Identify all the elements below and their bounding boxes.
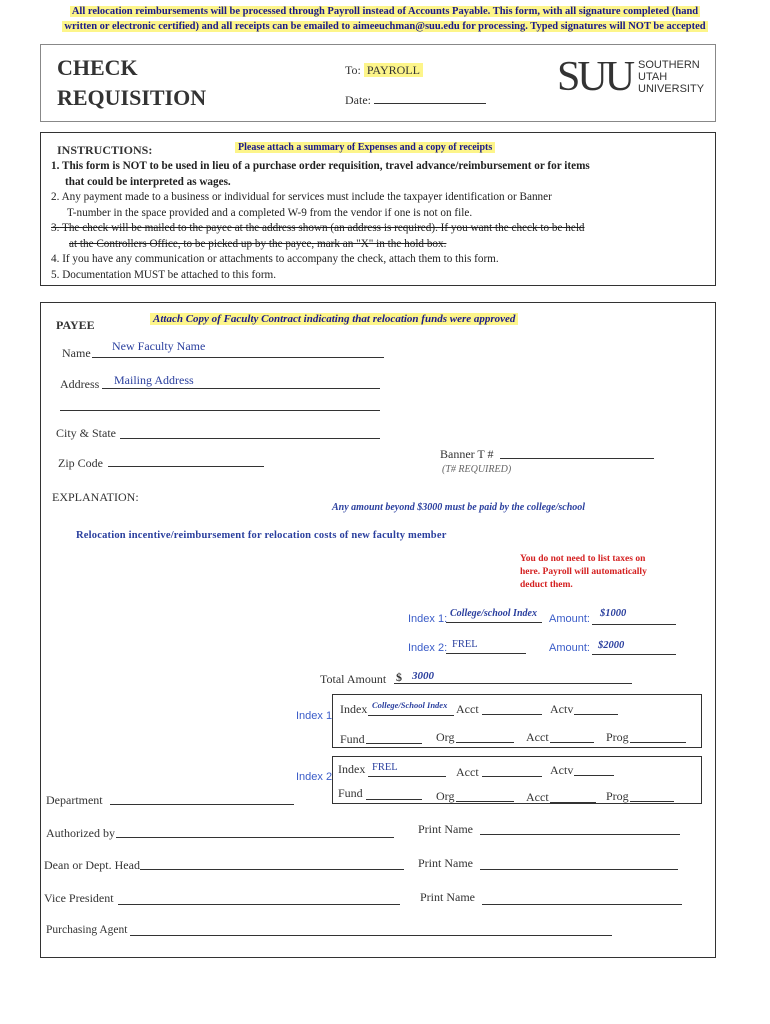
date-input[interactable] [374,91,486,104]
block-2-acct-2-label: Acct [526,790,549,804]
banner-t-required-note: (T# REQUIRED) [442,464,512,475]
purchasing-agent-label: Purchasing Agent [46,924,128,936]
authorized-print-name-label: Print Name [418,822,473,836]
vice-president-signature[interactable] [118,892,400,905]
amount-1-value: $1000 [600,608,627,619]
relocation-notice [30,4,740,34]
block-2-acct-input[interactable] [482,764,542,777]
form-title-line-2: REQUISITION [57,85,207,110]
dean-print-name-label: Print Name [418,856,473,870]
faculty-contract-note: Attach Copy of Faculty Contract indicating that relocation funds were approved [150,313,518,325]
payee-heading: PAYEE [56,318,95,332]
block-1-actv-input[interactable] [574,702,618,715]
block-2-acct-label: Acct [456,765,479,779]
total-amount-label: Total Amount [320,672,387,686]
instructions-list [51,159,711,283]
total-amount-value: 3000 [412,670,434,682]
zip-code-label: Zip Code [58,456,103,470]
vp-print-name-input[interactable] [482,892,682,905]
date-field [345,91,486,108]
block-2-acct-2-input[interactable] [550,790,596,803]
amount-2-value: $2000 [598,640,625,651]
block-1-actv-label: Actv [550,702,574,716]
authorized-by-signature[interactable] [116,825,394,838]
block-1-acct-2-input[interactable] [550,730,594,743]
block-2-fund-input[interactable] [366,787,422,800]
block-1-prog-label: Prog [606,730,629,744]
block-1-acct-label: Acct [456,702,479,716]
banner-t-input[interactable] [500,446,654,459]
block-1-prog-input[interactable] [630,730,686,743]
dean-label: Dean or Dept. Head [44,858,140,872]
block-2-prog-input[interactable] [630,789,674,802]
amount-limit-note: Any amount beyond $3000 must be paid by the college/school [332,502,586,513]
instructions-box [40,132,716,286]
accounting-block-2-label: Index 2 [296,771,333,783]
instruction-item-5: 5. Documentation MUST be attached to this form. [51,268,277,281]
block-2-orgn-input[interactable] [456,789,514,802]
to-field [345,63,423,78]
index-1-amount-value: College/school Index [450,608,537,619]
address-label: Address [60,377,100,391]
notice-line-1: All relocation reimbursements will be processed through Payroll instead of Accounts Payable. This form, with all signature completed (hand [71,6,699,17]
address-line-2-input[interactable] [60,398,380,411]
address-value: Mailing Address [114,373,194,387]
tax-note: You do not need to list taxes on here. Payroll will automatically deduct them. [520,554,647,590]
explanation-label: EXPLANATION: [52,490,139,504]
block-1-acct-input[interactable] [482,702,542,715]
instruction-item-4: 4. If you have any communication or attachments to accompany the check, attach them to this form. [51,253,499,265]
index-1-amount-label: Index 1: [408,613,448,625]
explanation-text[interactable]: Relocation incentive/reimbursement for relocation costs of new faculty member [76,530,447,541]
logo-mark: SUU [557,54,633,100]
zip-code-input[interactable] [108,454,264,467]
block-2-fund-label: Fund [338,786,363,800]
block-1-orgn-label: Org [436,730,455,744]
to-label: To: [345,63,361,77]
instruction-item-2: 2. Any payment made to a business or individual for services must include the taxpayer identification or Banner T-number in the space provided and a completed W-9 from the vendor if one is not on file. [51,191,552,219]
block-2-actv-input[interactable] [574,763,614,776]
block-2-prog-label: Prog [606,789,629,803]
instruction-item-3: 3. The check will be mailed to the payee at the address shown (an address is required). If you want the check to be held at the Controllers Office, to be picked up by the payee, mark an "X" in the hold box. [51,222,585,250]
name-value: New Faculty Name [112,339,206,353]
city-state-input[interactable] [120,426,380,439]
suu-logo [557,54,705,100]
block-1-index-value: College/School Index [372,700,448,710]
block-1-acct-2-label: Acct [526,730,549,744]
total-currency: $ [396,670,402,684]
dean-signature[interactable] [140,857,404,870]
accounting-block-1-label: Index 1 [296,710,333,722]
instruction-item-1: 1. This form is NOT to be used in lieu of a purchase order requisition, travel advance/reimbursement or for items that could be interpreted as wages. [51,160,590,188]
date-label: Date: [345,93,371,107]
notice-line-2: written or electronic certified) and all receipts can be emailed to aimeeuchman@suu.edu for processing. Typed signatures will NOT be accepted [64,21,706,32]
vp-print-name-label: Print Name [420,890,475,904]
dean-print-name-input[interactable] [480,857,678,870]
vice-president-label: Vice President [44,891,114,905]
block-1-fund-input[interactable] [366,731,422,744]
amount-2-label: Amount: [549,642,590,654]
index-2-amount-value: FREL [452,639,478,650]
block-1-orgn-input[interactable] [456,730,514,743]
block-1-index-label: Index [340,702,368,716]
header-box [40,44,716,122]
department-label: Department [46,793,103,807]
banner-t-label: Banner T # [440,447,494,461]
to-value[interactable]: PAYROLL [364,63,423,77]
authorized-by-label: Authorized by [46,826,115,840]
index-2-amount-label: Index 2: [408,642,448,654]
purchasing-agent-signature[interactable] [130,923,612,936]
block-2-orgn-label: Org [436,789,455,803]
instructions-heading: INSTRUCTIONS: [57,143,153,157]
attach-receipts-note: Please attach a summary of Expenses and a copy of receipts [235,142,495,153]
authorized-print-name-input[interactable] [480,822,680,835]
block-2-actv-label: Actv [550,763,574,777]
amount-1-label: Amount: [549,613,590,625]
department-input[interactable] [110,792,294,805]
block-2-index-label: Index [338,762,366,776]
block-1-fund-label: Fund [340,732,365,746]
block-2-index-value: FREL [372,762,398,773]
logo-text: SOUTHERN UTAH UNIVERSITY [638,59,705,95]
name-label: Name [62,346,91,360]
form-title-line-1: CHECK [57,55,138,80]
city-state-label: City & State [56,426,116,440]
